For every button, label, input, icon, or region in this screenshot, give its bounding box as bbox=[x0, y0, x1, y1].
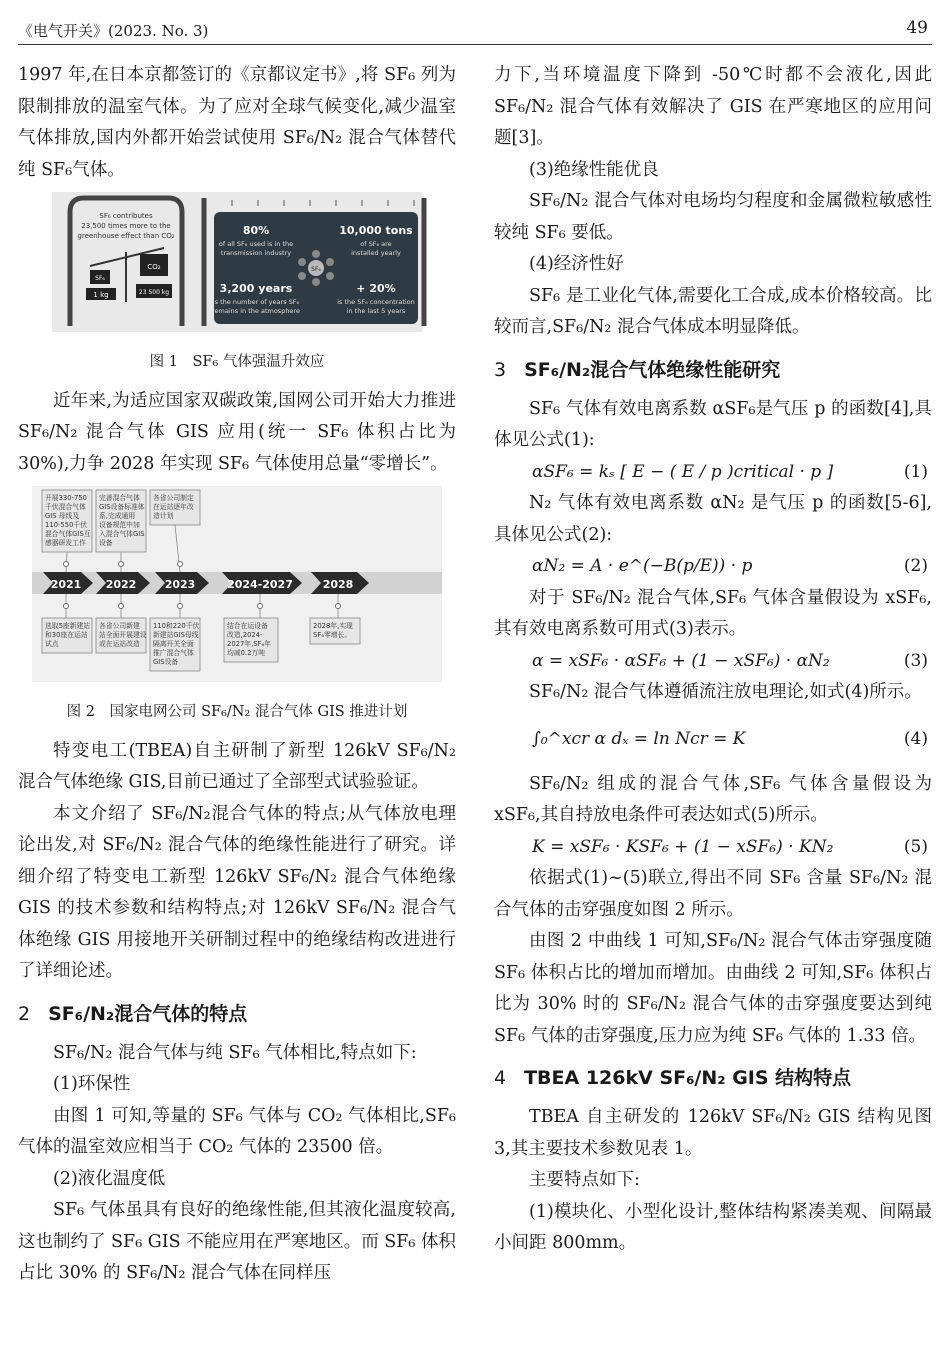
journal-name: 《电气开关》(2023. No. 3) bbox=[18, 22, 209, 40]
timeline-top-box-text: GIS 母线及 bbox=[45, 512, 80, 520]
timeline-dot bbox=[336, 604, 341, 609]
timeline-top-box-text: 设备规范中加 bbox=[99, 521, 140, 529]
co2-weight-label: CO₂ bbox=[147, 263, 161, 271]
timeline-top-box-text: 千伏混合气体 bbox=[45, 503, 86, 511]
timeline-dot bbox=[178, 604, 183, 609]
figure-2-caption: 图 2 国家电网公司 SF₆/N₂ 混合气体 GIS 推进计划 bbox=[66, 703, 408, 720]
paragraph: TBEA 自主研发的 126kV SF₆/N₂ GIS 结构见图 3,其主要技术参数见表 1。 bbox=[494, 1107, 932, 1159]
paragraph: SF₆/N₂ 组成的混合气体,SF₆ 气体含量假设为 xSF₆,其自持放电条件可表达如式(5)所示。 bbox=[494, 773, 932, 825]
paragraph: N₂ 气体有效电离系数 αN₂ 是气压 p 的函数[5-6],具体见公式(2): bbox=[494, 493, 932, 545]
timeline-bottom-box-text: 试点 bbox=[45, 640, 59, 648]
equation-number: (1) bbox=[903, 461, 928, 482]
paragraph: SF₆ 是工业化气体,需要化工合成,成本价格较高。比较而言,SF₆/N₂ 混合气体成本明显降低。 bbox=[494, 285, 932, 337]
paragraph: SF₆ 气体虽具有良好的绝缘性能,但其液化温度较高,这也制约了 SF₆ GIS 不能应用在严寒地区。而 SF₆ 体积占比 30% 的 SF₆/N₂ 混合气体在同样压 bbox=[18, 1200, 456, 1283]
timeline-year-label: 2021 bbox=[50, 578, 82, 591]
equation-5 bbox=[494, 832, 932, 864]
timeline-top-box-text: 完善混合气体 bbox=[99, 494, 140, 502]
timeline-top-box-text: 造计划 bbox=[153, 512, 174, 520]
svg-text:is the number of years SF₆: is the number of years SF₆ bbox=[212, 298, 300, 306]
timeline-top-box-text: GIS设备标准体 bbox=[99, 503, 145, 511]
paragraph: 依据式(1)~(5)联立,得出不同 SF₆ 含量 SF₆/N₂ 混合气体的击穿强度如图 2 所示。 bbox=[494, 868, 932, 920]
section-number: 4 bbox=[494, 1067, 507, 1089]
timeline-top-box-text: 110-550千伏 bbox=[45, 521, 87, 529]
timeline-bottom-box-text: 隔离开关全面 bbox=[153, 640, 194, 648]
section-number: 3 bbox=[494, 358, 507, 381]
timeline-dot bbox=[64, 604, 69, 609]
section-heading-4 bbox=[494, 1058, 932, 1098]
paragraph: SF₆/N₂ 混合气体与纯 SF₆ 气体相比,特点如下: bbox=[53, 1042, 417, 1063]
timeline-top-box-text: 在运站逐年改 bbox=[153, 503, 194, 511]
timeline-dot bbox=[64, 562, 69, 567]
timeline-bottom-box-text: 和30座在运站 bbox=[45, 631, 88, 639]
paragraph: 由图 1 可知,等量的 SF₆ 气体与 CO₂ 气体相比,SF₆ 气体的温室效应相当于 CO₂ 气体的 23500 倍。 bbox=[18, 1105, 456, 1157]
timeline-year-label: 2024-2027 bbox=[227, 578, 293, 591]
paragraph: SF₆/N₂ 混合气体遵循流注放电理论,如式(4)所示。 bbox=[529, 682, 922, 702]
equation-body: K = xSF₆ · KSF₆ + (1 − xSF₆) · KN₂ bbox=[532, 836, 834, 857]
timeline-bottom-box-text: 站全面开展建设 bbox=[99, 631, 147, 639]
paragraph: 1997 年,在日本京都签订的《京都议定书》,将 SF₆ 列为限制排放的温室气体。为了应对全球气候变化,减少温室气体排放,国内外都开始尝试使用 SF₆/N₂ 混合气体替代纯 SF₆气体。 bbox=[18, 65, 456, 180]
timeline-top-box-text: 开展330-750 bbox=[45, 494, 87, 502]
paragraph: SF₆ 气体有效电离系数 αSF₆是气压 p 的函数[4],具体见公式(1): bbox=[494, 398, 932, 450]
equation-number: (3) bbox=[903, 650, 928, 671]
paragraph: (1)模块化、小型化设计,整体结构紧凑美观、间隔最小间距 800mm。 bbox=[494, 1201, 932, 1253]
figure-1-illustration bbox=[18, 192, 456, 332]
sf6-weight-label: SF₆ bbox=[95, 275, 105, 282]
list-item: (3)绝缘性能优良 bbox=[529, 159, 659, 180]
svg-text:of SF₆ are: of SF₆ are bbox=[360, 240, 392, 248]
svg-text:installed yearly: installed yearly bbox=[351, 249, 401, 257]
equation-3 bbox=[494, 646, 932, 678]
paragraph: 对于 SF₆/N₂ 混合气体,SF₆ 气体含量假设为 xSF₆,其有效电离系数可用式(3)表示。 bbox=[494, 587, 932, 639]
stat-3200-years: 3,200 years bbox=[219, 282, 293, 295]
svg-text:is the SF₆ concentration: is the SF₆ concentration bbox=[337, 298, 415, 306]
weight-1kg: 1 kg bbox=[93, 291, 109, 299]
timeline-bottom-box-text: 推广混合气体 bbox=[153, 649, 194, 657]
running-header bbox=[18, 18, 932, 45]
section-heading-2 bbox=[18, 994, 456, 1034]
timeline-bottom-box-text: 均减0.2万吨 bbox=[227, 649, 265, 657]
timeline-bottom-box-text: 2027年,SF₆年 bbox=[227, 640, 272, 648]
right-column bbox=[494, 60, 932, 1260]
contrib-line3: greenhouse effect than CO₂ bbox=[77, 232, 175, 240]
timeline-bottom-box-text: 选取5座新建站 bbox=[45, 622, 91, 630]
svg-text:in the last 5 years: in the last 5 years bbox=[346, 307, 406, 315]
left-column bbox=[18, 60, 456, 1290]
section-title: TBEA 126kV SF₆/N₂ GIS 结构特点 bbox=[524, 1067, 852, 1089]
timeline-bottom-box-text: 新建站GIS母线 bbox=[153, 631, 199, 639]
timeline-bottom-box-text: 结合在运设备 bbox=[227, 622, 268, 630]
section-number: 2 bbox=[18, 1002, 31, 1025]
equation-body: α = xSF₆ · αSF₆ + (1 − xSF₆) · αN₂ bbox=[532, 650, 830, 671]
equation-number: (2) bbox=[903, 556, 928, 576]
timeline-dot bbox=[119, 562, 124, 567]
equation-2 bbox=[494, 551, 932, 583]
list-item: (1)环保性 bbox=[53, 1074, 131, 1094]
timeline-top-box-text: 各省公司制定 bbox=[153, 494, 194, 502]
timeline-bottom-box-text: 改造,2024- bbox=[227, 631, 263, 639]
contrib-line1: SF₆ contributes bbox=[99, 212, 153, 220]
timeline-top-box-text: 感器研发工作 bbox=[45, 539, 86, 547]
equation-1 bbox=[494, 457, 932, 489]
paragraph: 特变电工(TBEA)自主研制了新型 126kV SF₆/N₂ 混合气体绝缘 GIS,目前已通过了全部型式试验验证。 bbox=[18, 740, 456, 792]
timeline-dot bbox=[258, 604, 263, 609]
timeline-bottom-box-text: 各省公司新建 bbox=[99, 622, 140, 630]
timeline-year-label: 2028 bbox=[322, 578, 354, 591]
timeline-dot bbox=[119, 604, 124, 609]
equation-body: αSF₆ = kₛ [ E − ( E / p )critical · p ] bbox=[532, 461, 834, 482]
section-heading-3 bbox=[494, 350, 932, 390]
figure-1 bbox=[18, 192, 456, 344]
paragraph: 由图 2 中曲线 1 可知,SF₆/N₂ 混合气体击穿强度随 SF₆ 体积占比的增加而增加。由曲线 2 可知,SF₆ 体积占比为 30% 时的 SF₆/N₂ 混合气体的击穿强度要达到纯 SF₆ 气体的击穿强度,压力应为纯 SF₆ 气体的 1.33 倍。 bbox=[494, 931, 932, 1046]
equation-4 bbox=[494, 709, 932, 769]
timeline-bottom-box-text: 或在运站改造 bbox=[99, 640, 140, 648]
timeline-top-box-text: 系,完成通用 bbox=[99, 512, 136, 520]
timeline-dot bbox=[178, 562, 183, 567]
timeline-top-box-text: 混合气体GIS互 bbox=[45, 530, 91, 538]
timeline-year-label: 2023 bbox=[164, 578, 196, 591]
timeline-bottom-box-text: 2028年,实现 bbox=[313, 622, 353, 630]
section-title: SF₆/N₂混合气体绝缘性能研究 bbox=[524, 358, 781, 381]
paragraph: 主要特点如下: bbox=[529, 1170, 640, 1190]
figure-2 bbox=[18, 486, 456, 694]
timeline-bottom-box-text: SF₆零增长。 bbox=[313, 631, 352, 639]
stat-80-percent: 80% bbox=[242, 224, 270, 237]
equation-number: (5) bbox=[903, 836, 928, 857]
timeline-top-box-text: 设备 bbox=[99, 539, 113, 547]
svg-text:of all SF₆ used is in the: of all SF₆ used is in the bbox=[218, 240, 294, 248]
list-item: (4)经济性好 bbox=[529, 254, 624, 274]
figure-2-timeline bbox=[18, 486, 456, 682]
equation-body: ∫₀^xcr α dₓ = ln Ncr = K bbox=[532, 728, 746, 749]
timeline-bottom-box-text: GIS设备 bbox=[153, 658, 179, 666]
timeline-bottom-box-text: 110和220千伏 bbox=[153, 622, 200, 630]
svg-text:SF₆: SF₆ bbox=[311, 266, 321, 273]
svg-text:remains in the atmosphere: remains in the atmosphere bbox=[212, 307, 300, 315]
weight-23500kg: 23 500 kg bbox=[138, 289, 170, 296]
timeline-year-label: 2022 bbox=[105, 578, 137, 591]
timeline-top-box-text: 入混合气体GIS bbox=[99, 530, 145, 538]
svg-text:transmission industry: transmission industry bbox=[220, 249, 292, 257]
paragraph: 力下,当环境温度下降到 -50℃时都不会液化,因此 SF₆/N₂ 混合气体有效解决了 GIS 在严寒地区的应用问题[3]。 bbox=[494, 65, 932, 148]
equation-number: (4) bbox=[903, 728, 928, 749]
stat-10000-tons: 10,000 tons bbox=[339, 224, 413, 237]
figure-1-caption: 图 1 SF₆ 气体强温升效应 bbox=[149, 353, 325, 370]
paragraph: 近年来,为适应国家双碳政策,国网公司开始大力推进 SF₆/N₂ 混合气体 GIS 应用(统一 SF₆ 体积占比为 30%),力争 2028 年实现 SF₆ 气体使用总量“零增长”。 bbox=[18, 390, 456, 474]
equation-body: αN₂ = A · e^(−B(p/E)) · p bbox=[532, 556, 753, 576]
list-item: (2)液化温度低 bbox=[53, 1168, 166, 1189]
paragraph: SF₆/N₂ 混合气体对电场均匀程度和金属微粒敏感性较纯 SF₆ 要低。 bbox=[494, 191, 932, 243]
stat-20-percent: + 20% bbox=[356, 282, 396, 295]
section-title: SF₆/N₂混合气体的特点 bbox=[48, 1002, 248, 1025]
paragraph: 本文介绍了 SF₆/N₂混合气体的特点;从气体放电理论出发,对 SF₆/N₂ 混合气体的绝缘性能进行了研究。详细介绍了特变电工新型 126kV SF₆/N₂ 混合气体绝缘 GIS 的技术参数和结构特点;对 126kV SF₆/N₂ 混合气体绝缘 GIS 用接地开关研制过程中的绝缘结构改进进行了详细论述。 bbox=[18, 803, 456, 981]
contrib-line2: 23,500 times more to the bbox=[81, 222, 171, 230]
page-number: 49 bbox=[906, 18, 928, 38]
